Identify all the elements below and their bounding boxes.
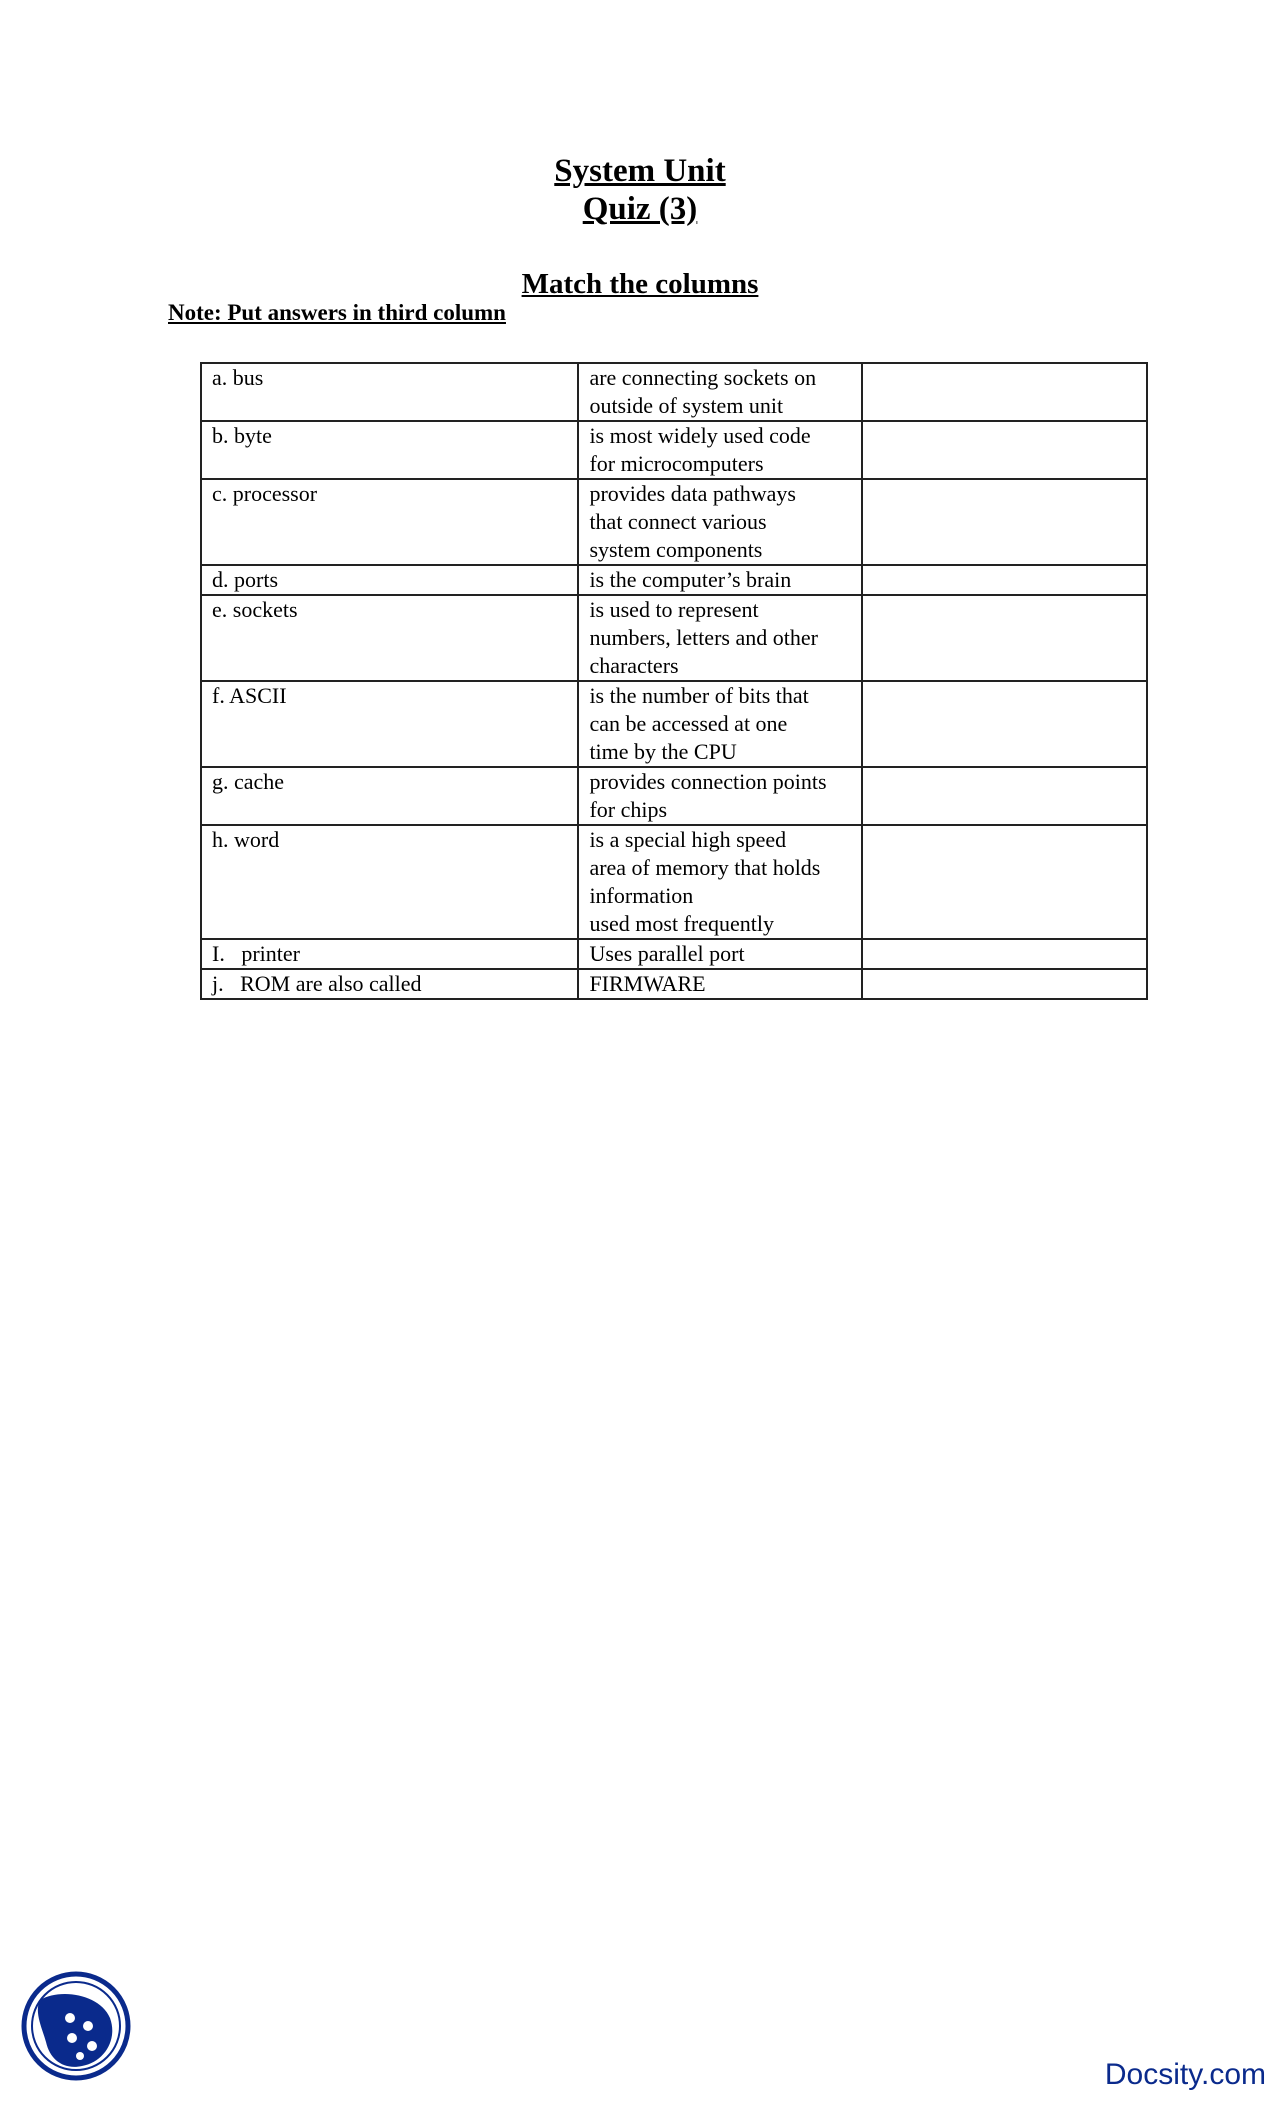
definition-cell: are connecting sockets on outside of system unit: [578, 363, 862, 421]
answer-cell[interactable]: [862, 939, 1147, 969]
term-cell: f. ASCII: [201, 681, 578, 767]
definition-cell: is the computer’s brain: [578, 565, 862, 595]
answer-cell[interactable]: [862, 421, 1147, 479]
term-cell: e. sockets: [201, 595, 578, 681]
answer-cell[interactable]: [862, 681, 1147, 767]
docsity-brand-link[interactable]: Docsity.com: [1104, 2058, 1266, 2091]
table-row: [201, 681, 1147, 767]
table-row: [201, 479, 1147, 565]
term-cell: c. processor: [201, 479, 578, 565]
answer-cell[interactable]: [862, 565, 1147, 595]
term-cell: h. word: [201, 825, 578, 939]
table-row: [201, 825, 1147, 939]
term-cell: b. byte: [201, 421, 578, 479]
definition-cell: is used to represent numbers, letters and other characters: [578, 595, 862, 681]
answer-cell[interactable]: [862, 595, 1147, 681]
table-row: [201, 565, 1147, 595]
answer-cell[interactable]: [862, 767, 1147, 825]
instructions-note: Note: Put answers in third column: [168, 300, 506, 325]
matching-table: [200, 362, 1148, 1000]
table-row: [201, 363, 1147, 421]
definition-cell: FIRMWARE: [578, 969, 862, 999]
term-cell: g. cache: [201, 767, 578, 825]
table-row: [201, 421, 1147, 479]
term-cell: a. bus: [201, 363, 578, 421]
definition-cell: provides data pathways that connect various system components: [578, 479, 862, 565]
table-row: [201, 969, 1147, 999]
term-cell: d. ports: [201, 565, 578, 595]
section-heading: Match the columns: [521, 268, 759, 300]
document-title: System Unit: [554, 153, 726, 189]
answer-cell[interactable]: [862, 825, 1147, 939]
definition-cell: is the number of bits that can be accessed at one time by the CPU: [578, 681, 862, 767]
term-cell: I. printer: [201, 939, 578, 969]
definition-cell: provides connection points for chips: [578, 767, 862, 825]
table-row: [201, 939, 1147, 969]
docsity-logo-icon[interactable]: [20, 1970, 132, 2082]
answer-cell[interactable]: [862, 363, 1147, 421]
term-cell: j. ROM are also called: [201, 969, 578, 999]
definition-cell: is a special high speed area of memory that holds information used most frequently: [578, 825, 862, 939]
quiz-subtitle: Quiz (3): [582, 191, 698, 227]
table-row: [201, 767, 1147, 825]
table-row: [201, 595, 1147, 681]
definition-cell: is most widely used code for microcomputers: [578, 421, 862, 479]
definition-cell: Uses parallel port: [578, 939, 862, 969]
answer-cell[interactable]: [862, 479, 1147, 565]
answer-cell[interactable]: [862, 969, 1147, 999]
